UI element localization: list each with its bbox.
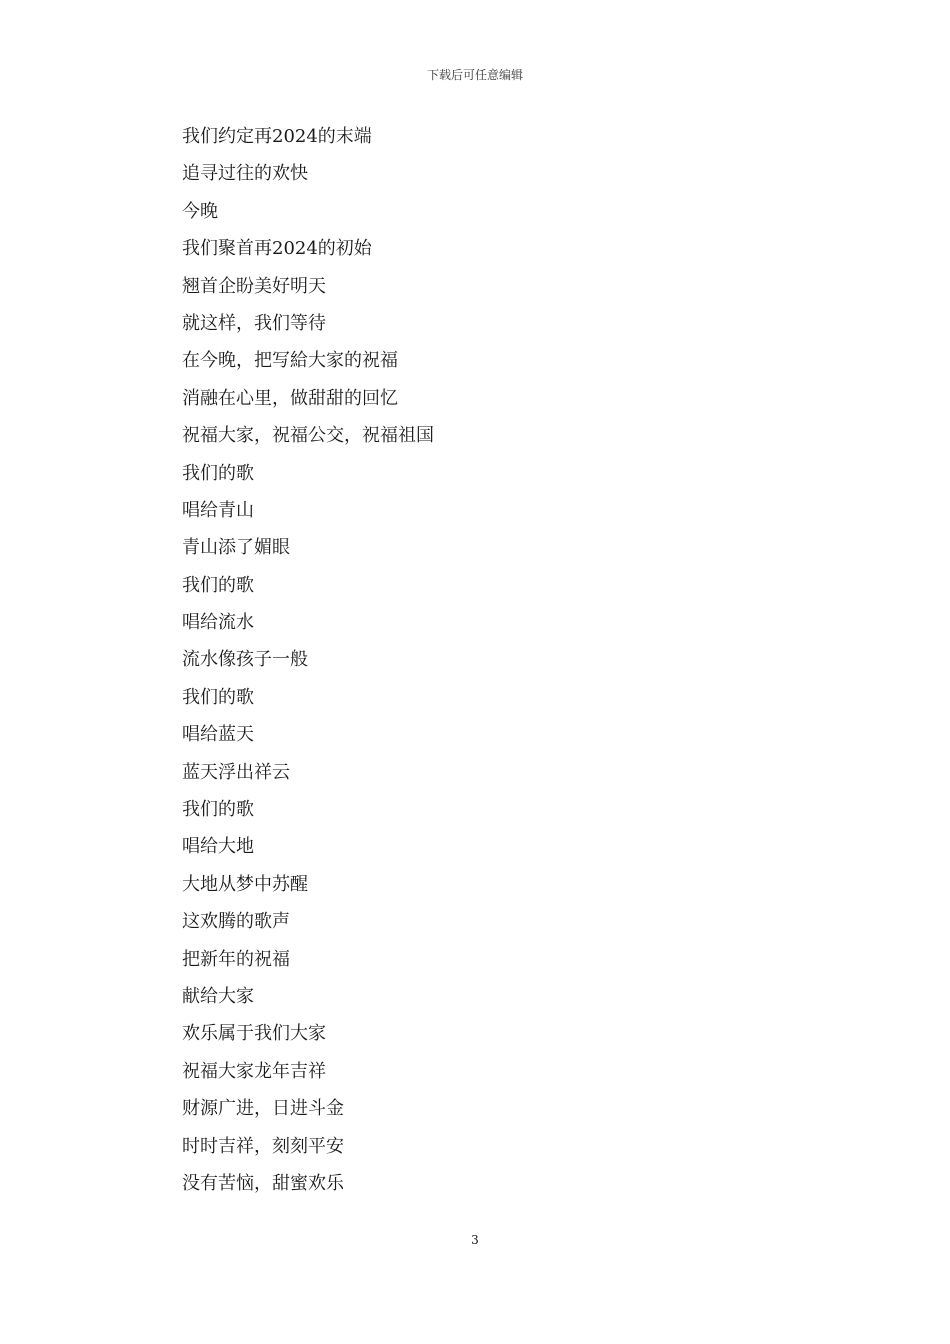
poem-line: 祝福大家龙年吉祥: [182, 1060, 326, 1082]
poem-line: 我们约定再2024的末端: [182, 126, 372, 147]
poem-line: 财源广进，日进斗金: [182, 1098, 344, 1120]
poem-line: 大地从梦中苏醒: [182, 873, 308, 895]
poem-line: 时时吉祥，刻刻平安: [182, 1135, 344, 1157]
page-header: 下载后可任意编辑: [426, 68, 523, 82]
poem-body: [182, 122, 782, 1206]
poem-line: 我们的歌: [182, 462, 254, 484]
poem-line: 我们的歌: [182, 799, 254, 821]
poem-line: 流水像孩子一般: [182, 649, 308, 671]
poem-line: 我们的歌: [182, 686, 254, 708]
poem-line: 今晚: [182, 200, 218, 222]
poem-line: 献给大家: [182, 985, 254, 1007]
poem-line: 我们的歌: [182, 574, 254, 596]
poem-line: 把新年的祝福: [182, 948, 290, 970]
poem-line: 唱给青山: [182, 499, 254, 521]
poem-line: 唱给流水: [182, 612, 254, 634]
poem-line: 欢乐属于我们大家: [182, 1023, 326, 1045]
poem-line: 追寻过往的欢快: [182, 163, 308, 185]
poem-line: 没有苦恼，甜蜜欢乐: [182, 1172, 344, 1194]
poem-line: 我们聚首再2024的初始: [182, 238, 372, 260]
poem-line: 这欢腾的歌声: [182, 911, 290, 933]
page-number: 3: [471, 1233, 479, 1247]
poem-line: 唱给蓝天: [182, 724, 254, 746]
poem-line: 青山添了媚眼: [182, 537, 290, 559]
poem-line: 唱给大地: [182, 836, 254, 858]
poem-line: 翘首企盼美好明天: [182, 275, 326, 297]
poem-line: 在今晚，把写給大家的祝福: [182, 350, 398, 372]
poem-line: 就这样，我们等待: [182, 312, 326, 334]
poem-line: 消融在心里，做甜甜的回忆: [182, 387, 398, 409]
poem-line: 蓝天浮出祥云: [182, 761, 290, 783]
poem-line: 祝福大家，祝福公交，祝福祖国: [182, 425, 434, 447]
